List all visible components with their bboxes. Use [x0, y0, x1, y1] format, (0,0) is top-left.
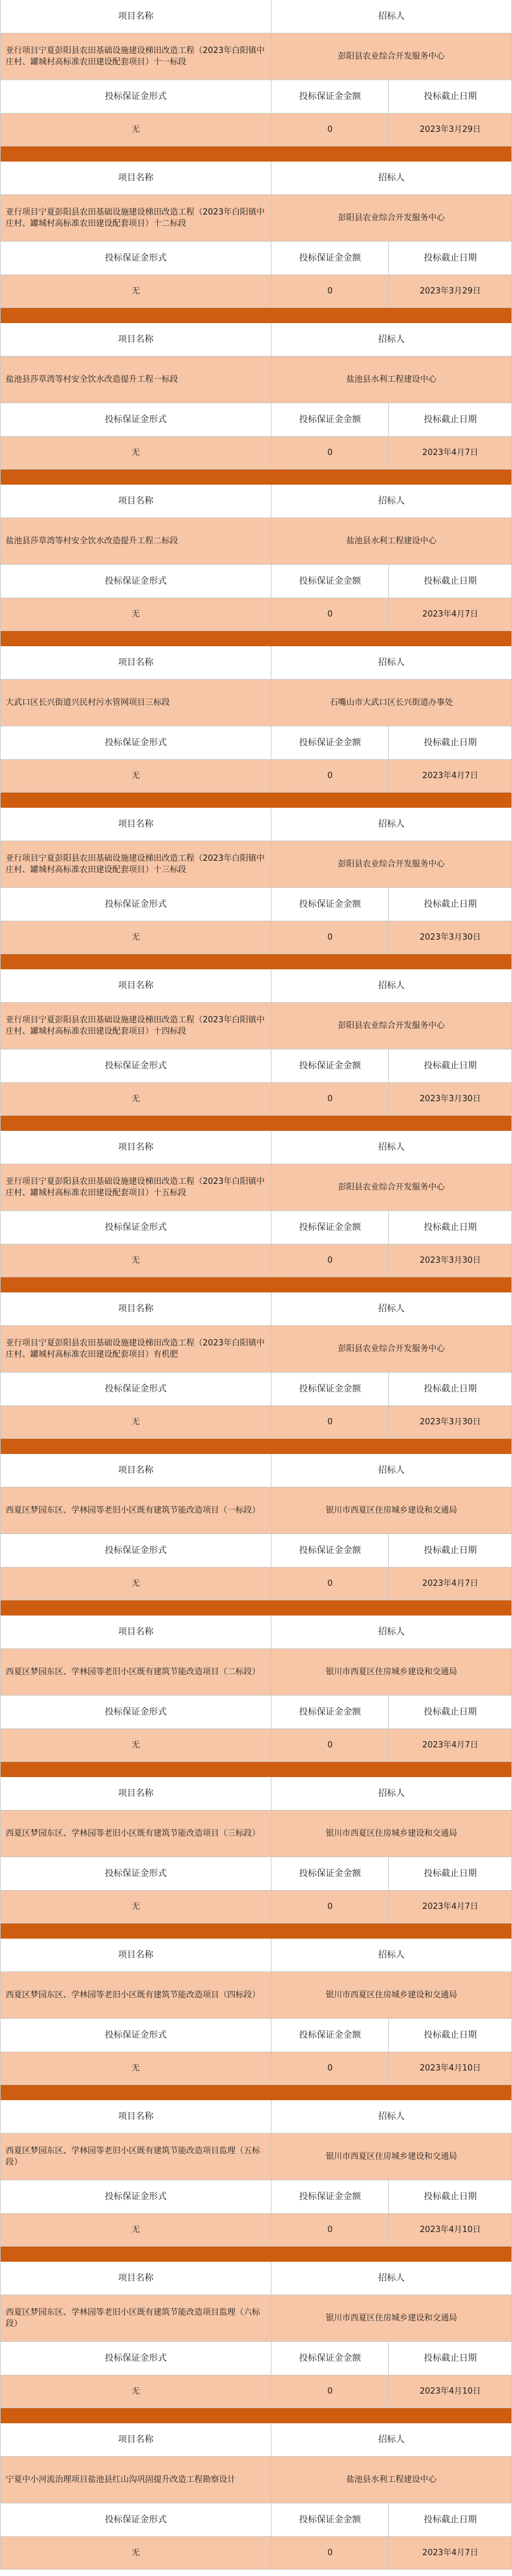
project-name-label: 项目名称 — [1, 1292, 271, 1325]
deposit-amount-label: 投标保证金金额 — [271, 1211, 390, 1244]
value-row — [1, 1649, 511, 1696]
header-row — [1, 323, 511, 357]
project-name-label: 项目名称 — [1, 646, 271, 679]
item-separator — [1, 2247, 511, 2262]
project-name[interactable]: 西夏区梦园东区、学林园等老旧小区既有建筑节能改造项目（二标段） — [1, 1649, 271, 1695]
deadline-label: 投标截止日期 — [424, 1869, 477, 1879]
tenderer-label: 招标人 — [378, 2435, 405, 2445]
deposit-amount-label: 投标保证金金额 — [271, 2019, 390, 2052]
tenderer: 盐池县水利工程建设中心 — [346, 2474, 437, 2484]
deposit-amount: 0 — [271, 1891, 390, 1923]
tenderer: 彭阳县农业综合开发服务中心 — [338, 1344, 445, 1354]
deadline-label: 投标截止日期 — [424, 1222, 477, 1232]
header-row — [1, 0, 511, 33]
deadline: 2023年4月7日 — [422, 1740, 479, 1750]
value-row — [1, 33, 511, 80]
deadline: 2023年4月7日 — [422, 609, 479, 619]
deposit-header-row — [1, 403, 511, 437]
item-separator — [1, 308, 511, 323]
tenderer: 盐池县水利工程建设中心 — [346, 536, 437, 546]
value-row — [1, 1326, 511, 1373]
value-row — [1, 2295, 511, 2342]
deadline: 2023年4月7日 — [422, 1578, 479, 1588]
deposit-header-row — [1, 1857, 511, 1891]
tenderer: 彭阳县农业综合开发服务中心 — [338, 213, 445, 223]
deposit-header-row — [1, 2342, 511, 2375]
deposit-form: 无 — [1, 437, 271, 469]
project-name-label: 项目名称 — [1, 1131, 271, 1164]
item-separator — [1, 954, 511, 969]
item-separator — [1, 2085, 511, 2100]
deposit-header-row — [1, 2503, 511, 2537]
project-name[interactable]: 亚行项目宁夏彭阳县农田基础设施建设梯田改造工程（2023年白阳镇中庄村、罐城村高标准农田建设配套项目）十一标段 — [1, 33, 271, 80]
project-name[interactable]: 盐池县莎草湾等村安全饮水改造提升工程一标段 — [1, 357, 271, 403]
deadline: 2023年4月10日 — [419, 2386, 481, 2396]
deposit-amount: 0 — [271, 921, 390, 954]
deadline-label: 投标截止日期 — [424, 1384, 477, 1394]
project-name[interactable]: 亚行项目宁夏彭阳县农田基础设施建设梯田改造工程（2023年白阳镇中庄村、罐城村高标准农田建设配套项目）十四标段 — [1, 1003, 271, 1049]
project-name[interactable]: 大武口区长兴街道兴民村污水管网项目三标段 — [1, 680, 271, 726]
project-name[interactable]: 西夏区梦园东区、学林园等老旧小区既有建筑节能改造项目监理（五标段） — [1, 2134, 271, 2180]
deposit-header-row — [1, 242, 511, 275]
project-name-label: 项目名称 — [1, 162, 271, 194]
tender-item — [0, 969, 512, 1131]
deadline-label: 投标截止日期 — [424, 899, 477, 909]
deposit-amount-label: 投标保证金金额 — [271, 888, 390, 921]
deadline: 2023年4月7日 — [422, 771, 479, 781]
project-name-label: 项目名称 — [1, 2100, 271, 2133]
deposit-amount-label: 投标保证金金额 — [271, 403, 390, 436]
header-row — [1, 969, 511, 1003]
deposit-header-row — [1, 1534, 511, 1568]
project-name-label: 项目名称 — [1, 2262, 271, 2295]
project-name[interactable]: 西夏区梦园东区、学林园等老旧小区既有建筑节能改造项目（三标段） — [1, 1811, 271, 1857]
deposit-form-label: 投标保证金形式 — [1, 1373, 271, 1405]
deposit-value-row — [1, 1406, 511, 1439]
deposit-form-label: 投标保证金形式 — [1, 2342, 271, 2375]
deposit-form: 无 — [1, 1729, 271, 1761]
value-row — [1, 1487, 511, 1534]
deposit-form: 无 — [1, 1891, 271, 1923]
tender-item — [0, 646, 512, 808]
item-separator — [1, 1923, 511, 1939]
tenderer-label: 招标人 — [378, 334, 405, 345]
deadline-label: 投标截止日期 — [424, 92, 477, 102]
tenderer-label: 招标人 — [378, 1142, 405, 1152]
header-row — [1, 1292, 511, 1326]
header-row — [1, 1616, 511, 1649]
value-row — [1, 195, 511, 242]
deadline: 2023年3月30日 — [419, 932, 481, 942]
tender-item — [0, 162, 512, 323]
tenderer-label: 招标人 — [378, 981, 405, 991]
deposit-header-row — [1, 2180, 511, 2214]
tenderer-label: 招标人 — [378, 2273, 405, 2283]
deposit-value-row — [1, 1729, 511, 1762]
project-name[interactable]: 亚行项目宁夏彭阳县农田基础设施建设梯田改造工程（2023年白阳镇中庄村、罐城村高标准农田建设配套项目）十二标段 — [1, 195, 271, 241]
project-name-label: 项目名称 — [1, 2423, 271, 2456]
deposit-form: 无 — [1, 1244, 271, 1277]
tenderer: 银川市西夏区住房城乡建设和交通局 — [325, 2151, 457, 2161]
item-separator — [1, 470, 511, 485]
item-separator — [1, 1116, 511, 1131]
deadline: 2023年4月10日 — [419, 2224, 481, 2235]
project-name[interactable]: 西夏区梦园东区、学林园等老旧小区既有建筑节能改造项目监理（六标段） — [1, 2295, 271, 2341]
value-row — [1, 2457, 511, 2503]
tender-item — [0, 1939, 512, 2100]
project-name-label: 项目名称 — [1, 1939, 271, 1971]
tender-item — [0, 2262, 512, 2423]
item-separator — [1, 1277, 511, 1292]
deposit-header-row — [1, 888, 511, 921]
deposit-amount: 0 — [271, 2214, 390, 2246]
value-row — [1, 518, 511, 565]
header-row — [1, 485, 511, 518]
tenderer-label: 招标人 — [378, 1950, 405, 1960]
header-row — [1, 808, 511, 841]
deposit-amount-label: 投标保证金金额 — [271, 1049, 390, 1082]
deposit-form-label: 投标保证金形式 — [1, 2019, 271, 2052]
deposit-amount-label: 投标保证金金额 — [271, 726, 390, 759]
value-row — [1, 357, 511, 403]
deposit-value-row — [1, 275, 511, 308]
deposit-form-label: 投标保证金形式 — [1, 726, 271, 759]
deposit-form: 无 — [1, 598, 271, 630]
deposit-header-row — [1, 1211, 511, 1244]
deposit-form-label: 投标保证金形式 — [1, 403, 271, 436]
deposit-form-label: 投标保证金形式 — [1, 1534, 271, 1567]
deposit-amount-label: 投标保证金金额 — [271, 1857, 390, 1890]
deposit-amount-label: 投标保证金金额 — [271, 1534, 390, 1567]
deposit-value-row — [1, 1568, 511, 1600]
deposit-amount: 0 — [271, 2537, 390, 2569]
deposit-amount: 0 — [271, 1729, 390, 1761]
deposit-amount-label: 投标保证金金额 — [271, 565, 390, 598]
deposit-form-label: 投标保证金形式 — [1, 1211, 271, 1244]
deposit-form-label: 投标保证金形式 — [1, 565, 271, 598]
deadline-label: 投标截止日期 — [424, 738, 477, 748]
deadline: 2023年4月7日 — [422, 1901, 479, 1911]
tenderer: 银川市西夏区住房城乡建设和交通局 — [325, 1505, 457, 1515]
tenderer-label: 招标人 — [378, 1788, 405, 1799]
item-separator — [1, 1762, 511, 1777]
header-row — [1, 1131, 511, 1164]
tender-item — [0, 1131, 512, 1292]
tenderer: 银川市西夏区住房城乡建设和交通局 — [325, 1990, 457, 2000]
deposit-value-row — [1, 1083, 511, 1116]
project-name[interactable]: 西夏区梦园东区、学林园等老旧小区既有建筑节能改造项目（四标段） — [1, 1972, 271, 2018]
project-name[interactable]: 盐池县莎草湾等村安全饮水改造提升工程二标段 — [1, 518, 271, 564]
header-row — [1, 162, 511, 195]
tender-item — [0, 808, 512, 969]
tenderer-label: 招标人 — [378, 1627, 405, 1637]
deposit-amount-label: 投标保证金金额 — [271, 2342, 390, 2375]
tenderer-label: 招标人 — [378, 658, 405, 668]
deposit-form-label: 投标保证金形式 — [1, 242, 271, 275]
project-name-label: 项目名称 — [1, 969, 271, 1002]
deadline: 2023年3月30日 — [419, 1417, 481, 1427]
tender-item — [0, 485, 512, 646]
tender-item — [0, 1777, 512, 1939]
deposit-form: 无 — [1, 114, 271, 146]
deposit-header-row — [1, 1373, 511, 1406]
deposit-form: 无 — [1, 1083, 271, 1115]
deadline-label: 投标截止日期 — [424, 2192, 477, 2202]
deposit-amount: 0 — [271, 1244, 390, 1277]
deposit-amount-label: 投标保证金金额 — [271, 242, 390, 275]
project-name[interactable]: 亚行项目宁夏彭阳县农田基础设施建设梯田改造工程（2023年白阳镇中庄村、罐城村高标准农田建设配套项目）有机肥 — [1, 1326, 271, 1372]
header-row — [1, 2100, 511, 2134]
tenderer: 银川市西夏区住房城乡建设和交通局 — [325, 1667, 457, 1677]
tenderer: 银川市西夏区住房城乡建设和交通局 — [325, 1828, 457, 1838]
project-name-label: 项目名称 — [1, 1454, 271, 1487]
deposit-form: 无 — [1, 2214, 271, 2246]
deadline-label: 投标截止日期 — [424, 576, 477, 586]
tender-item — [0, 1454, 512, 1616]
value-row — [1, 1003, 511, 1049]
deadline-label: 投标截止日期 — [424, 253, 477, 263]
deposit-form-label: 投标保证金形式 — [1, 1857, 271, 1890]
item-separator — [1, 1600, 511, 1616]
deposit-amount: 0 — [271, 760, 390, 792]
deposit-form-label: 投标保证金形式 — [1, 2503, 271, 2536]
deposit-amount: 0 — [271, 114, 390, 146]
deposit-amount: 0 — [271, 1083, 390, 1115]
deposit-amount-label: 投标保证金金额 — [271, 80, 390, 113]
deposit-form: 无 — [1, 921, 271, 954]
header-row — [1, 1777, 511, 1811]
project-name-label: 项目名称 — [1, 808, 271, 841]
deposit-header-row — [1, 1049, 511, 1083]
deposit-value-row — [1, 2214, 511, 2247]
deposit-value-row — [1, 598, 511, 631]
deadline: 2023年4月7日 — [422, 447, 479, 458]
deposit-amount-label: 投标保证金金额 — [271, 2503, 390, 2536]
project-name-label: 项目名称 — [1, 323, 271, 356]
tenderer: 彭阳县农业综合开发服务中心 — [338, 51, 445, 61]
deadline: 2023年3月29日 — [419, 124, 481, 134]
header-row — [1, 1939, 511, 1972]
project-name[interactable]: 宁夏中小河流治理项目盐池县红山沟巩固提升改造工程勘察设计 — [1, 2457, 271, 2503]
deadline-label: 投标截止日期 — [424, 2515, 477, 2525]
value-row — [1, 680, 511, 726]
deposit-form: 无 — [1, 1568, 271, 1600]
tender-item — [0, 2423, 512, 2570]
deposit-value-row — [1, 2375, 511, 2408]
item-separator — [1, 146, 511, 162]
deadline-label: 投标截止日期 — [424, 415, 477, 425]
tenderer: 彭阳县农业综合开发服务中心 — [338, 1182, 445, 1192]
tender-item — [0, 0, 512, 162]
tenderer-label: 招标人 — [378, 1465, 405, 1475]
value-row — [1, 2134, 511, 2180]
project-name[interactable]: 亚行项目宁夏彭阳县农田基础设施建设梯田改造工程（2023年白阳镇中庄村、罐城村高标准农田建设配套项目）十五标段 — [1, 1164, 271, 1210]
project-name-label: 项目名称 — [1, 1777, 271, 1810]
deadline: 2023年3月30日 — [419, 1094, 481, 1104]
deposit-form-label: 投标保证金形式 — [1, 1049, 271, 1082]
deposit-header-row — [1, 1696, 511, 1729]
deposit-value-row — [1, 437, 511, 470]
project-name-label: 项目名称 — [1, 485, 271, 517]
deposit-form: 无 — [1, 760, 271, 792]
item-separator — [1, 793, 511, 808]
header-row — [1, 646, 511, 680]
deposit-amount: 0 — [271, 437, 390, 469]
tenderer: 盐池县水利工程建设中心 — [346, 374, 437, 384]
deposit-form: 无 — [1, 1406, 271, 1438]
tender-item — [0, 323, 512, 485]
deposit-header-row — [1, 565, 511, 598]
tenderer-label: 招标人 — [378, 2112, 405, 2122]
deposit-amount: 0 — [271, 1568, 390, 1600]
header-row — [1, 2423, 511, 2457]
deposit-header-row — [1, 2019, 511, 2052]
tender-item — [0, 1616, 512, 1777]
deadline-label: 投标截止日期 — [424, 1061, 477, 1071]
deposit-form: 无 — [1, 2052, 271, 2084]
item-separator — [1, 2408, 511, 2423]
deposit-header-row — [1, 80, 511, 114]
deposit-form-label: 投标保证金形式 — [1, 1696, 271, 1728]
tender-item — [0, 2100, 512, 2262]
deadline-label: 投标截止日期 — [424, 1545, 477, 1556]
deposit-header-row — [1, 726, 511, 760]
deposit-value-row — [1, 760, 511, 793]
tenderer-label: 招标人 — [378, 1304, 405, 1314]
deposit-amount: 0 — [271, 2052, 390, 2084]
tenderer-label: 招标人 — [378, 11, 405, 21]
deadline: 2023年3月29日 — [419, 286, 481, 296]
tenderer: 彭阳县农业综合开发服务中心 — [338, 1020, 445, 1031]
deposit-form-label: 投标保证金形式 — [1, 80, 271, 113]
header-row — [1, 1454, 511, 1487]
project-name-label: 项目名称 — [1, 0, 271, 33]
project-name-label: 项目名称 — [1, 1616, 271, 1648]
deposit-amount: 0 — [271, 275, 390, 307]
deadline-label: 投标截止日期 — [424, 1707, 477, 1717]
deposit-form: 无 — [1, 2375, 271, 2408]
tenderer: 石嘴山市大武口区长兴街道办事处 — [330, 697, 453, 707]
deposit-form: 无 — [1, 275, 271, 307]
deposit-value-row — [1, 114, 511, 146]
deposit-amount: 0 — [271, 598, 390, 630]
value-row — [1, 841, 511, 888]
tenderer: 彭阳县农业综合开发服务中心 — [338, 859, 445, 869]
deposit-value-row — [1, 921, 511, 954]
item-separator — [1, 1439, 511, 1454]
deposit-value-row — [1, 1891, 511, 1923]
deposit-value-row — [1, 2052, 511, 2085]
deposit-form-label: 投标保证金形式 — [1, 2180, 271, 2213]
value-row — [1, 1164, 511, 1211]
tenderer-label: 招标人 — [378, 173, 405, 183]
tender-item — [0, 1292, 512, 1454]
deadline-label: 投标截止日期 — [424, 2030, 477, 2040]
deposit-amount-label: 投标保证金金额 — [271, 2180, 390, 2213]
header-row — [1, 2262, 511, 2295]
deposit-amount-label: 投标保证金金额 — [271, 1696, 390, 1728]
deposit-form: 无 — [1, 2537, 271, 2569]
deposit-amount: 0 — [271, 1406, 390, 1438]
item-separator — [1, 631, 511, 646]
deposit-value-row — [1, 2537, 511, 2570]
tenderer-label: 招标人 — [378, 819, 405, 829]
value-row — [1, 1811, 511, 1857]
deposit-form-label: 投标保证金形式 — [1, 888, 271, 921]
tenderer-label: 招标人 — [378, 496, 405, 506]
deposit-amount: 0 — [271, 2375, 390, 2408]
tenderer: 银川市西夏区住房城乡建设和交通局 — [325, 2313, 457, 2323]
project-name[interactable]: 西夏区梦园东区、学林园等老旧小区既有建筑节能改造项目（一标段） — [1, 1487, 271, 1533]
deadline: 2023年4月10日 — [419, 2063, 481, 2073]
value-row — [1, 1972, 511, 2019]
deadline-label: 投标截止日期 — [424, 2353, 477, 2363]
deadline: 2023年4月7日 — [422, 2548, 479, 2558]
deadline: 2023年3月30日 — [419, 1255, 481, 1265]
deposit-amount-label: 投标保证金金额 — [271, 1373, 390, 1405]
deposit-value-row — [1, 1244, 511, 1277]
project-name[interactable]: 亚行项目宁夏彭阳县农田基础设施建设梯田改造工程（2023年白阳镇中庄村、罐城村高标准农田建设配套项目）十三标段 — [1, 841, 271, 887]
